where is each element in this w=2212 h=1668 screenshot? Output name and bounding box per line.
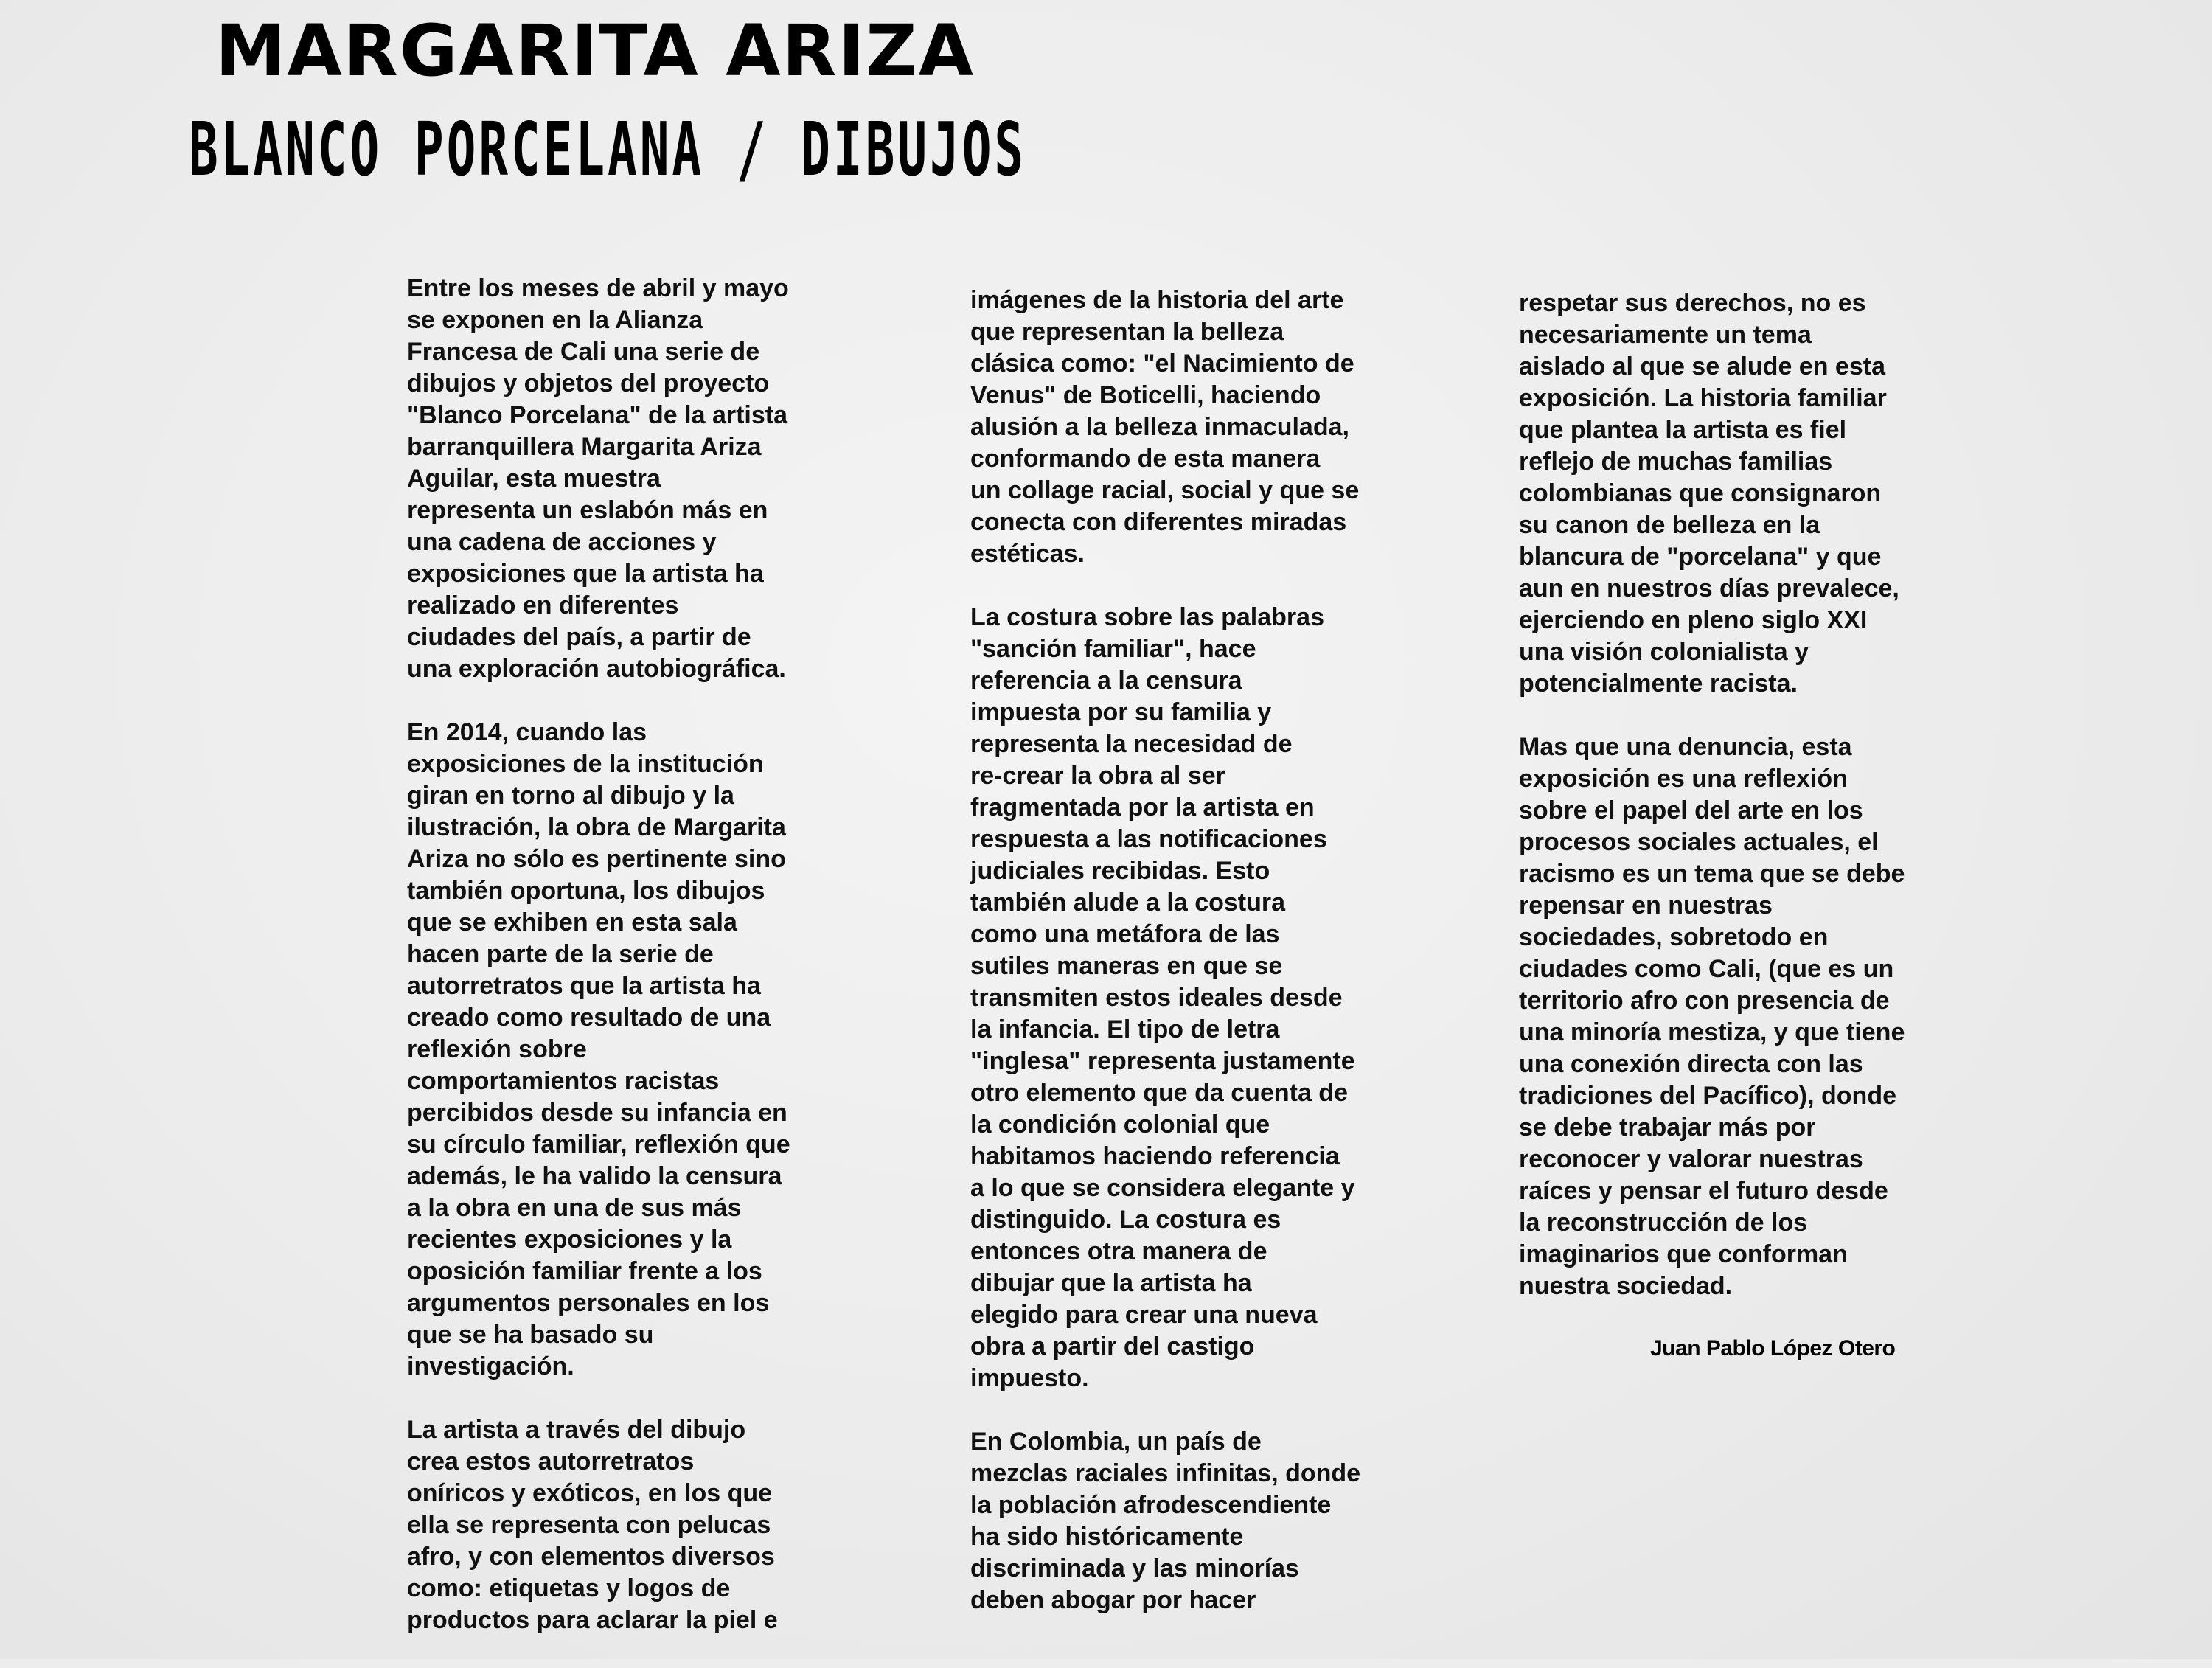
text-line: estéticas. <box>970 540 1085 568</box>
text-line: su canon de belleza en la <box>1519 511 1820 539</box>
text-line: entonces otra manera de <box>970 1237 1267 1265</box>
text-line: una minoría mestiza, y que tiene <box>1519 1018 1905 1046</box>
text-line: exposición. La historia familiar <box>1519 384 1887 412</box>
text-line: investigación. <box>407 1352 574 1380</box>
text-line: a la obra en una de sus más <box>407 1194 742 1222</box>
text-line: giran en torno al dibujo y la <box>407 782 734 810</box>
text-line: obra a partir del castigo <box>970 1332 1255 1361</box>
text-line: alusión a la belleza inmaculada, <box>970 413 1349 441</box>
text-line: como una metáfora de las <box>970 920 1280 948</box>
text-line: una visión colonialista y <box>1519 638 1809 666</box>
text-line: respuesta a las notificaciones <box>970 825 1327 853</box>
text-line: Mas que una denuncia, esta <box>1519 733 1852 761</box>
paragraph <box>1519 288 1905 700</box>
text-line: sutiles maneras en que se <box>970 952 1283 980</box>
text-line: "sanción familiar", hace <box>970 635 1256 663</box>
text-line: su círculo familiar, reflexión que <box>407 1130 790 1158</box>
text-line: ha sido históricamente <box>970 1523 1244 1551</box>
text-line: distinguido. La costura es <box>970 1206 1281 1234</box>
text-line: habitamos haciendo referencia <box>970 1142 1340 1170</box>
paragraph <box>970 1426 1360 1616</box>
text-line: la población afrodescendiente <box>970 1491 1332 1519</box>
text-line: un collage racial, social y que se <box>970 476 1360 504</box>
text-line: realizado en diferentes <box>407 591 679 619</box>
text-line: En Colombia, un país de <box>970 1428 1262 1456</box>
text-line: exposiciones de la institución <box>407 750 764 778</box>
text-line: referencia a la censura <box>970 667 1242 695</box>
text-line: barranquillera Margarita Ariza <box>407 433 762 461</box>
text-column-3 <box>1519 288 1905 1334</box>
text-line: Entre los meses de abril y mayo <box>407 274 789 302</box>
text-line: aun en nuestros días prevalece, <box>1519 574 1899 602</box>
text-line: autorretratos que la artista ha <box>407 972 761 1000</box>
text-line: sociedades, sobretodo en <box>1519 923 1829 951</box>
text-line: territorio afro con presencia de <box>1519 987 1890 1015</box>
text-line: una conexión directa con las <box>1519 1050 1863 1078</box>
text-line: racismo es un tema que se debe <box>1519 860 1905 888</box>
text-line: se exponen en la Alianza <box>407 306 703 334</box>
text-line: discriminada y las minorías <box>970 1554 1299 1582</box>
text-line: conformando de esta manera <box>970 445 1321 473</box>
text-line: Francesa de Cali una serie de <box>407 338 760 366</box>
text-line: a lo que se considera elegante y <box>970 1174 1355 1202</box>
text-line: reflexión sobre <box>407 1035 587 1063</box>
text-line: percibidos desde su infancia en <box>407 1099 787 1127</box>
paragraph <box>1519 732 1905 1302</box>
text-line: exposiciones que la artista ha <box>407 560 764 588</box>
text-line: re-crear la obra al ser <box>970 762 1225 790</box>
text-line: mezclas raciales infinitas, donde <box>970 1459 1361 1487</box>
text-line: exposición es una reflexión <box>1519 765 1848 793</box>
text-line: blancura de "porcelana" y que <box>1519 543 1882 571</box>
text-line: que representan la belleza <box>970 318 1284 346</box>
text-line: también oportuna, los dibujos <box>407 877 765 905</box>
text-line: recientes exposiciones y la <box>407 1226 732 1254</box>
text-line: otro elemento que da cuenta de <box>970 1079 1348 1107</box>
text-line: "inglesa" representa justamente <box>970 1047 1355 1075</box>
text-line: afro, y con elementos diversos <box>407 1543 775 1571</box>
artist-name-title: MARGARITA ARIZA <box>215 10 975 92</box>
text-line: elegido para crear una nueva <box>970 1301 1318 1329</box>
text-line: conecta con diferentes miradas <box>970 508 1347 536</box>
text-line: nuestra sociedad. <box>1519 1272 1733 1300</box>
text-line: En 2014, cuando las <box>407 718 647 746</box>
text-line: Ariza no sólo es pertinente sino <box>407 845 786 873</box>
text-line: argumentos personales en los <box>407 1289 770 1317</box>
text-line: transmiten estos ideales desde <box>970 984 1343 1012</box>
text-line: dibujos y objetos del proyecto <box>407 369 770 397</box>
text-line: representa un eslabón más en <box>407 496 768 524</box>
text-line: imaginarios que conforman <box>1519 1240 1848 1268</box>
paragraph <box>970 285 1360 570</box>
text-line: impuesto. <box>970 1364 1089 1392</box>
text-line: dibujar que la artista ha <box>970 1269 1252 1297</box>
text-line: potencialmente racista. <box>1519 670 1798 698</box>
exhibition-subtitle: BLANCO PORCELANA / DIBUJOS <box>189 106 1027 192</box>
text-line: crea estos autorretratos <box>407 1448 695 1476</box>
text-line: la infancia. El tipo de letra <box>970 1015 1280 1043</box>
text-line: fragmentada por la artista en <box>970 793 1315 821</box>
text-line: también alude a la costura <box>970 889 1286 917</box>
paragraph <box>407 1414 790 1636</box>
text-line: la reconstrucción de los <box>1519 1209 1808 1237</box>
text-line: como: etiquetas y logos de <box>407 1574 731 1602</box>
text-line: la condición colonial que <box>970 1111 1270 1139</box>
text-line: ejerciendo en pleno siglo XXI <box>1519 606 1868 634</box>
text-line: una exploración autobiográfica. <box>407 655 786 683</box>
text-line: se debe trabajar más por <box>1519 1113 1816 1141</box>
text-line: productos para aclarar la piel e <box>407 1606 778 1634</box>
text-line: La artista a través del dibujo <box>407 1416 746 1444</box>
text-column-2 <box>970 285 1360 1648</box>
text-line: que se exhiben en esta sala <box>407 908 737 936</box>
text-line: repensar en nuestras <box>1519 892 1773 920</box>
text-line: comportamientos racistas <box>407 1067 720 1095</box>
text-line: colombianas que consignaron <box>1519 479 1882 507</box>
text-line: oníricos y exóticos, en los que <box>407 1479 773 1507</box>
text-line: raíces y pensar el futuro desde <box>1519 1177 1888 1205</box>
text-line: hacen parte de la serie de <box>407 940 714 968</box>
text-line: deben abogar por hacer <box>970 1586 1256 1614</box>
text-line: representa la necesidad de <box>970 730 1293 758</box>
text-line: Aguilar, esta muestra <box>407 465 661 493</box>
text-line: tradiciones del Pacífico), donde <box>1519 1082 1896 1110</box>
paragraph <box>970 602 1360 1394</box>
text-line: ciudades del país, a partir de <box>407 623 751 651</box>
text-line: respetar sus derechos, no es <box>1519 289 1866 317</box>
text-line: impuesta por su familia y <box>970 698 1272 726</box>
paragraph <box>407 273 790 685</box>
text-line: oposición familiar frente a los <box>407 1257 762 1285</box>
text-line: imágenes de la historia del arte <box>970 286 1344 314</box>
text-line: ella se representa con pelucas <box>407 1511 771 1539</box>
text-line: reconocer y valorar nuestras <box>1519 1145 1863 1173</box>
text-line: "Blanco Porcelana" de la artista <box>407 401 787 429</box>
text-column-1 <box>407 273 790 1668</box>
text-line: creado como resultado de una <box>407 1004 771 1032</box>
author-signature: Juan Pablo López Otero <box>1650 1336 1896 1361</box>
text-line: además, le ha valido la censura <box>407 1162 782 1190</box>
text-line: ilustración, la obra de Margarita <box>407 813 786 841</box>
text-line: ciudades como Cali, (que es un <box>1519 955 1894 983</box>
text-line: reflejo de muchas familias <box>1519 448 1833 476</box>
text-line: sobre el papel del arte en los <box>1519 796 1863 824</box>
text-line: procesos sociales actuales, el <box>1519 828 1879 856</box>
text-line: Venus" de Boticelli, haciendo <box>970 381 1321 409</box>
paragraph <box>407 717 790 1383</box>
text-line: una cadena de acciones y <box>407 528 717 556</box>
text-line: aislado al que se alude en esta <box>1519 352 1885 380</box>
text-line: clásica como: "el Nacimiento de <box>970 350 1354 378</box>
text-line: que plantea la artista es fiel <box>1519 416 1847 444</box>
text-line: que se ha basado su <box>407 1321 654 1349</box>
text-line: necesariamente un tema <box>1519 321 1812 349</box>
text-line: judiciales recibidas. Esto <box>970 857 1270 885</box>
text-line: La costura sobre las palabras <box>970 603 1324 631</box>
